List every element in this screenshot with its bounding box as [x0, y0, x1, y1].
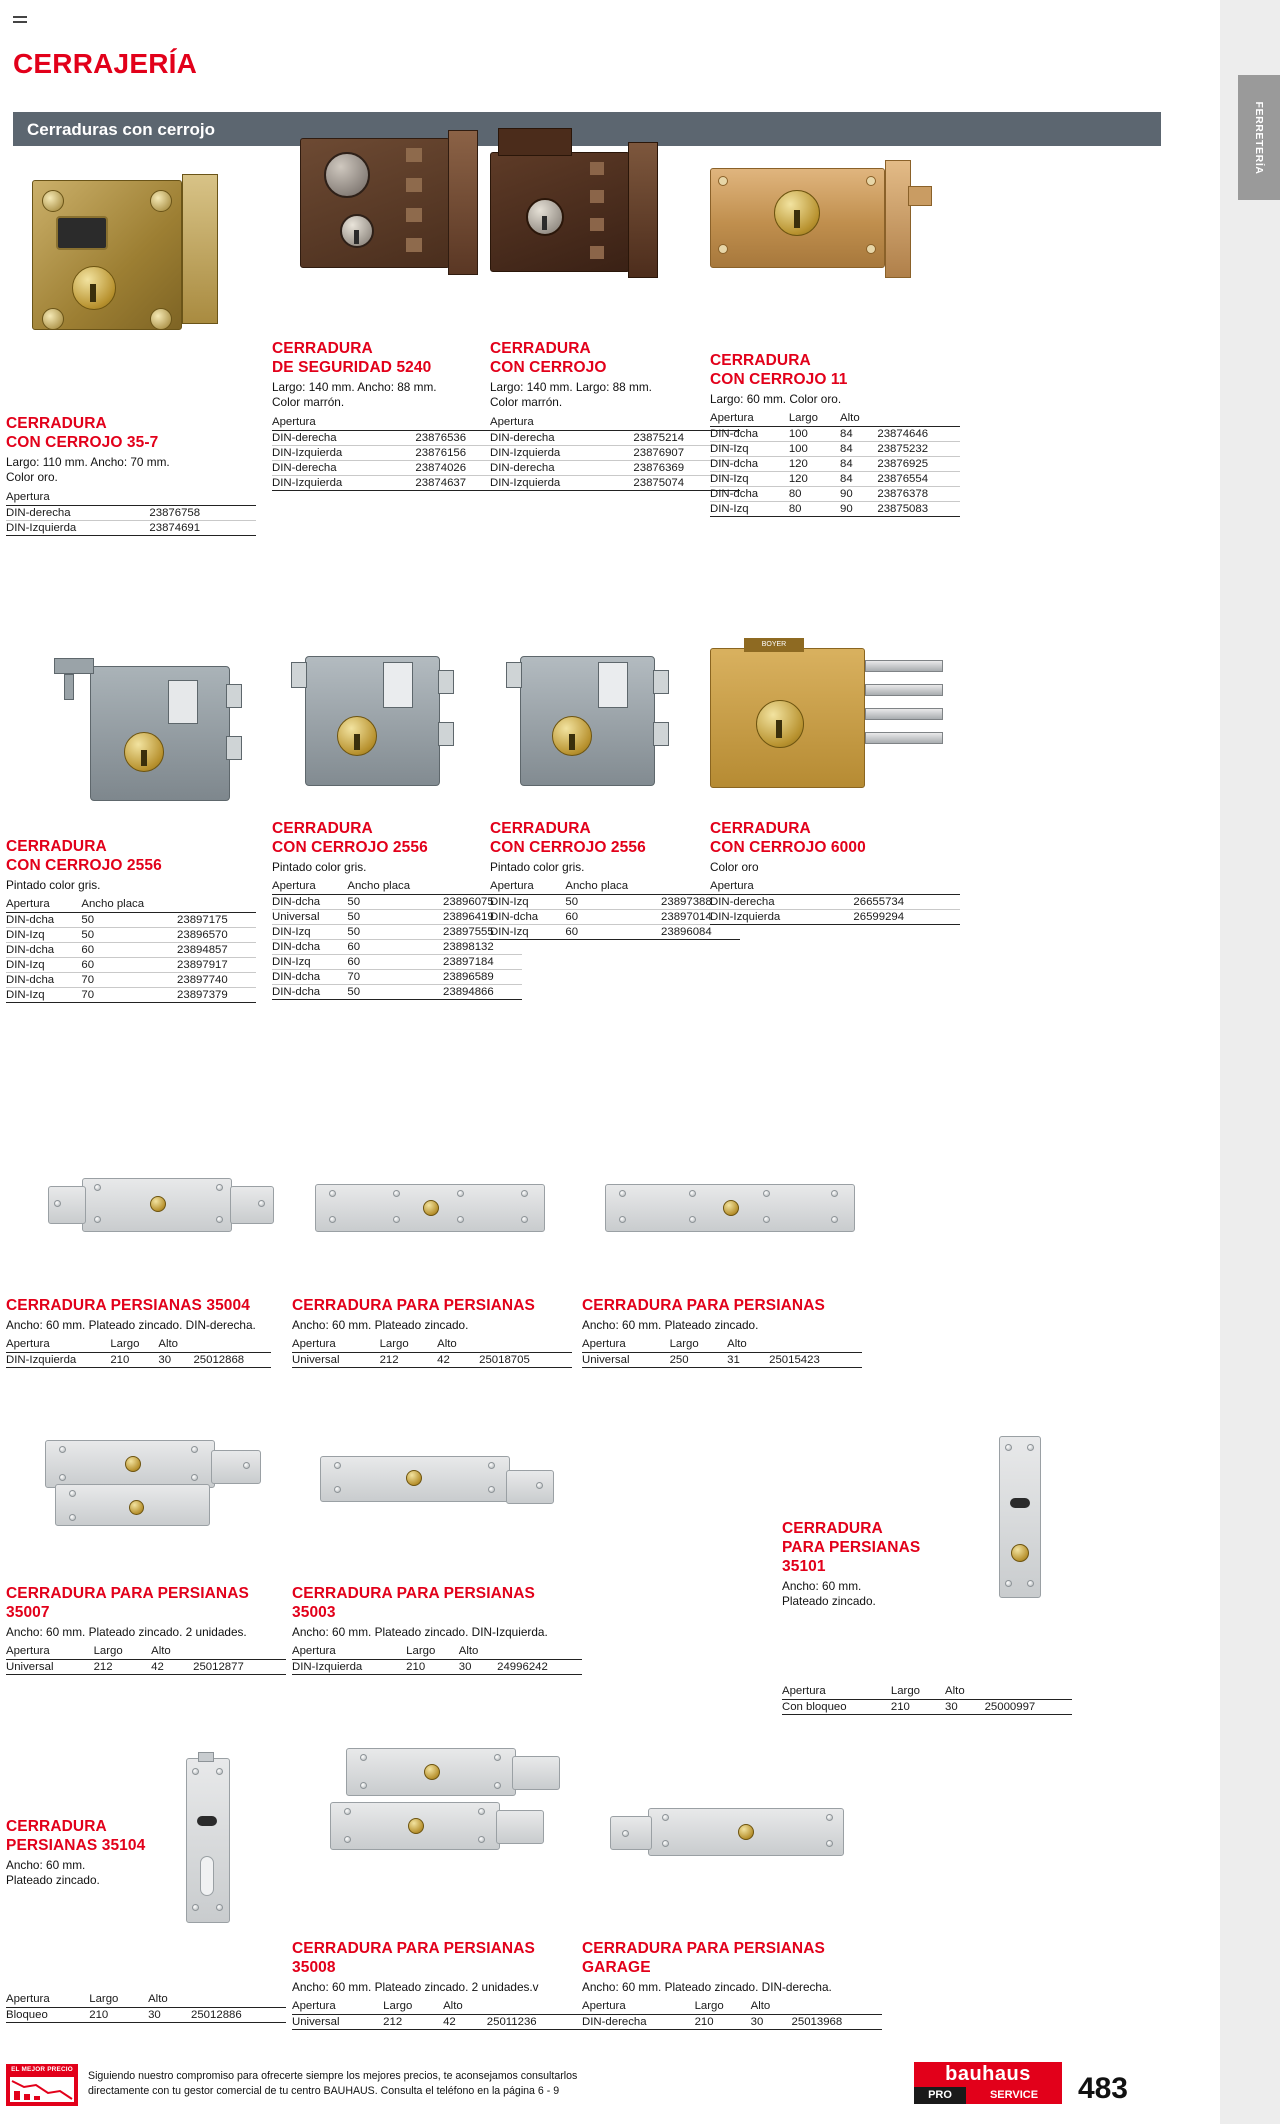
- product-title: CERRADURA CON CERROJO: [490, 340, 607, 376]
- table-row: DIN-Izquierda 23876907: [490, 445, 740, 460]
- product-image-cerradura-para-persianas-35003: [310, 1448, 560, 1528]
- product-spec-table: Apertura Ancho placa DIN-dcha 50 23896075 Universal 50 23896419 DIN-Izq 50 23897555 DIN-dcha 60 23898132 DIN-Izq 60 23897184 DIN-dcha 70 23896589 DIN-dcha 50 23894866: [272, 879, 522, 1000]
- product-spec-cerradura-para-persianas-35101: [782, 1680, 1072, 1715]
- product-title: CERRADURA PARA PERSIANAS 35008: [292, 1940, 535, 1976]
- product-cerradura-para-persianas-212: [292, 1297, 572, 1368]
- product-image-cerradura-con-cerrojo-2556-a: [40, 640, 250, 820]
- product-description: Ancho: 60 mm. Plateado zincado. DIN-derecha.: [582, 1979, 832, 1994]
- footer-note: Siguiendo nuestro compromiso para ofrecerte siempre los mejores precios, te aconsejamos consultarlos directamente con tu gestor comercial de tu centro BAUHAUS. Consulta el teléfono en la página 6 - 9: [88, 2070, 578, 2097]
- table-row: DIN-dcha 50 23896075: [272, 895, 522, 910]
- product-title: CERRADURA PARA PERSIANAS: [582, 1297, 825, 1314]
- product-description: Pintado color gris.: [6, 877, 101, 892]
- product-image-cerradura-con-cerrojo-6000: BOYER: [700, 630, 960, 810]
- product-cerradura-para-persianas-35007: [6, 1585, 286, 1675]
- product-description: Ancho: 60 mm. Plateado zincado. 2 unidades.v: [292, 1979, 539, 1994]
- product-title: CERRADURA PARA PERSIANAS 35101: [782, 1520, 921, 1575]
- product-title: CERRADURA CON CERROJO 6000: [710, 820, 866, 856]
- product-title: CERRADURA CON CERROJO 2556: [490, 820, 646, 856]
- table-row: DIN-Izq 80 90 23875083: [710, 502, 960, 517]
- product-description: Ancho: 60 mm. Plateado zincado. DIN-derecha.: [6, 1317, 256, 1332]
- product-cerradura-para-persianas-35008: [292, 1940, 582, 2030]
- table-row: DIN-dcha 60 23898132: [272, 940, 522, 955]
- table-row: Universal 50 23896419: [272, 910, 522, 925]
- right-margin: [1220, 0, 1280, 2124]
- table-row: DIN-Izquierda 23874637: [272, 475, 522, 490]
- product-title: CERRADURA CON CERROJO 2556: [272, 820, 428, 856]
- table-row: DIN-dcha 120 84 23876925: [710, 457, 960, 472]
- table-row: DIN-Izq 50 23896570: [6, 928, 256, 943]
- table-row: DIN-Izq 50 23897388: [490, 895, 740, 910]
- product-description: Ancho: 60 mm. Plateado zincado.: [292, 1317, 469, 1332]
- table-row: DIN-derecha 23876536: [272, 430, 522, 445]
- product-image-cerradura-para-persianas-garage: [600, 1798, 860, 1883]
- product-description: Color oro: [710, 859, 759, 874]
- product-title: CERRADURA PARA PERSIANAS 35003: [292, 1585, 535, 1621]
- product-cerradura-con-cerrojo-11: [710, 352, 960, 517]
- table-row: Universal 212 42 25011236: [292, 2015, 582, 2030]
- table-row: DIN-Izq 120 84 23876554: [710, 472, 960, 487]
- table-row: DIN-Izq 70 23897379: [6, 988, 256, 1003]
- product-description: Largo: 110 mm. Ancho: 70 mm. Color oro.: [6, 454, 170, 485]
- product-cerradura-con-cerrojo-35-7: [6, 415, 256, 536]
- table-row: DIN-derecha 26655734: [710, 895, 960, 910]
- product-spec-table: Apertura Largo Alto Universal 212 42 25012877: [6, 1644, 286, 1675]
- table-row: DIN-dcha 50 23894866: [272, 985, 522, 1000]
- table-row: DIN-dcha 80 90 23876378: [710, 487, 960, 502]
- product-image-cerradura-para-persianas-35008: [320, 1742, 570, 1877]
- menu-icon[interactable]: [13, 16, 27, 26]
- table-row: DIN-derecha 23874026: [272, 460, 522, 475]
- table-row: DIN-Izquierda 23875074: [490, 475, 740, 490]
- product-image-cerradura-para-persianas-250: [595, 1176, 865, 1246]
- product-spec-table: Apertura Largo Alto DIN-dcha 100 84 23874646 DIN-Izq 100 84 23875232 DIN-dcha 120 84 23876925 DIN-Izq 120 84 23876554 DIN-dcha 80 90 23876378 DIN-Izq 80 90 23875083: [710, 411, 960, 517]
- product-spec-table: Apertura Largo Alto Con bloqueo 210 30 25000997: [782, 1684, 1072, 1715]
- product-cerradura-persianas-35104: [6, 1818, 206, 1889]
- page-number: 483: [1077, 2072, 1128, 2105]
- product-spec-table: Apertura DIN-derecha 23876536 DIN-Izquierda 23876156 DIN-derecha 23874026 DIN-Izquierda 23874637: [272, 415, 522, 491]
- product-description: Ancho: 60 mm. Plateado zincado. DIN-Izquierda.: [292, 1624, 548, 1639]
- table-row: Con bloqueo 210 30 25000997: [782, 1700, 1072, 1715]
- product-cerradura-persianas-35004: [6, 1297, 271, 1368]
- section-tab-label: FERRETERÍA: [1253, 100, 1265, 175]
- product-description: Pintado color gris.: [272, 859, 367, 874]
- table-row: DIN-dcha 60 23897014: [490, 910, 740, 925]
- section-header-label: Cerraduras con cerrojo: [27, 120, 216, 139]
- product-title: CERRADURA PARA PERSIANAS: [292, 1297, 535, 1314]
- product-cerradura-con-cerrojo-marron: [490, 340, 740, 491]
- product-spec-cerradura-persianas-35104: [6, 1988, 286, 2023]
- table-row: DIN-dcha 50 23897175: [6, 913, 256, 928]
- product-spec-table: Apertura Largo Alto Bloqueo 210 30 25012886: [6, 1992, 286, 2023]
- product-cerradura-para-persianas-35101: [782, 1520, 982, 1610]
- table-row: DIN-Izq 60 23897917: [6, 958, 256, 973]
- table-row: DIN-dcha 100 84 23874646: [710, 427, 960, 442]
- table-row: DIN-Izq 50 23897555: [272, 925, 522, 940]
- product-spec-table: Apertura Largo Alto Universal 212 42 25018705: [292, 1337, 572, 1368]
- page-title: CERRAJERÍA: [13, 48, 198, 79]
- product-spec-table: Apertura Ancho placa DIN-Izq 50 23897388 DIN-dcha 60 23897014 DIN-Izq 60 23896084: [490, 879, 740, 940]
- product-cerradura-para-persianas-35003: [292, 1585, 582, 1675]
- product-image-cerradura-con-cerrojo-11: [710, 160, 960, 285]
- product-description: Ancho: 60 mm. Plateado zincado. 2 unidades.: [6, 1624, 247, 1639]
- product-cerradura-con-cerrojo-2556-c: [490, 820, 740, 940]
- table-row: DIN-derecha 210 30 25013968: [582, 2015, 882, 2030]
- brand-service-label: SERVICE: [966, 2087, 1062, 2104]
- table-row: DIN-derecha 23876369: [490, 460, 740, 475]
- product-description: Largo: 60 mm. Color oro.: [710, 391, 842, 406]
- product-cerradura-de-seguridad-5240: [272, 340, 522, 491]
- product-cerradura-con-cerrojo-2556-a: [6, 838, 256, 1003]
- product-description: Ancho: 60 mm. Plateado zincado.: [6, 1857, 100, 1888]
- product-image-cerradura-para-persianas-212: [305, 1176, 555, 1246]
- product-spec-table: Apertura Largo Alto DIN-Izquierda 210 30 24996242: [292, 1644, 582, 1675]
- product-title: CERRADURA CON CERROJO 35-7: [6, 415, 159, 451]
- product-description: Ancho: 60 mm. Plateado zincado.: [782, 1578, 876, 1609]
- table-row: Universal 212 42 25012877: [6, 1660, 286, 1675]
- product-title: CERRADURA CON CERROJO 11: [710, 352, 848, 388]
- table-row: DIN-Izquierda 210 30 24996242: [292, 1660, 582, 1675]
- product-spec-table: Apertura Largo Alto Universal 250 31 25015423: [582, 1337, 862, 1368]
- product-title: CERRADURA PERSIANAS 35004: [6, 1297, 250, 1314]
- product-image-cerradura-de-seguridad-5240: [300, 130, 520, 275]
- product-title: CERRADURA PERSIANAS 35104: [6, 1818, 146, 1854]
- section-tab-ferreteria[interactable]: [1238, 75, 1280, 200]
- table-row: Universal 250 31 25015423: [582, 1353, 862, 1368]
- table-row: DIN-Izq 100 84 23875232: [710, 442, 960, 457]
- product-spec-table: Apertura Ancho placa DIN-dcha 50 23897175 DIN-Izq 50 23896570 DIN-dcha 60 23894857 DIN-Izq 60 23897917 DIN-dcha 70 23897740 DIN-Izq 70 23897379: [6, 897, 256, 1003]
- product-spec-table: Apertura DIN-derecha 26655734 DIN-Izquierda 26599294: [710, 879, 960, 925]
- table-row: DIN-dcha 60 23894857: [6, 943, 256, 958]
- product-image-cerradura-persianas-35004: [40, 1168, 280, 1250]
- table-row: Bloqueo 210 30 25012886: [6, 2008, 286, 2023]
- product-spec-table: Apertura Largo Alto Universal 212 42 25011236: [292, 1999, 582, 2030]
- product-spec-table: Apertura Largo Alto DIN-Izquierda 210 30 25012868: [6, 1337, 271, 1368]
- table-row: DIN-Izq 60 23897184: [272, 955, 522, 970]
- table-row: DIN-dcha 70 23896589: [272, 970, 522, 985]
- product-cerradura-para-persianas-garage: [582, 1940, 882, 2030]
- table-row: DIN-derecha 23875214: [490, 430, 740, 445]
- product-image-cerradura-con-cerrojo-35-7: [20, 168, 240, 358]
- table-row: DIN-Izquierda 26599294: [710, 910, 960, 925]
- table-row: DIN-dcha 70 23897740: [6, 973, 256, 988]
- table-row: DIN-Izquierda 210 30 25012868: [6, 1353, 271, 1368]
- table-row: Universal 212 42 25018705: [292, 1353, 572, 1368]
- brand-logo: [914, 2062, 1062, 2104]
- brand-name: bauhaus: [914, 2062, 1062, 2087]
- product-title: CERRADURA CON CERROJO 2556: [6, 838, 162, 874]
- product-spec-table: Apertura Largo Alto DIN-derecha 210 30 25013968: [582, 1999, 882, 2030]
- product-title: CERRADURA PARA PERSIANAS GARAGE: [582, 1940, 825, 1976]
- product-image-cerradura-con-cerrojo-2556-b: [275, 632, 475, 807]
- product-description: Largo: 140 mm. Ancho: 88 mm. Color marrón.: [272, 379, 437, 410]
- brand-pro-label: PRO: [914, 2087, 966, 2104]
- product-spec-table: Apertura DIN-derecha 23876758 DIN-Izquierda 23874691: [6, 490, 256, 536]
- product-image-cerradura-con-cerrojo-2556-c: [490, 632, 690, 807]
- product-description: Largo: 140 mm. Largo: 88 mm. Color marrón.: [490, 379, 652, 410]
- product-cerradura-para-persianas-250: [582, 1297, 862, 1368]
- best-price-graph-icon: [10, 2077, 74, 2102]
- table-row: DIN-derecha 23876758: [6, 505, 256, 520]
- product-title: CERRADURA DE SEGURIDAD 5240: [272, 340, 432, 376]
- product-description: Ancho: 60 mm. Plateado zincado.: [582, 1317, 759, 1332]
- product-description: Pintado color gris.: [490, 859, 585, 874]
- best-price-label: EL MEJOR PRECIO: [11, 2066, 73, 2073]
- product-cerradura-con-cerrojo-6000: [710, 820, 960, 925]
- best-price-badge: [6, 2064, 78, 2106]
- product-image-cerradura-con-cerrojo-marron: [490, 128, 705, 278]
- table-row: DIN-Izq 60 23896084: [490, 925, 740, 940]
- table-row: DIN-Izquierda 23874691: [6, 520, 256, 535]
- product-title: CERRADURA PARA PERSIANAS 35007: [6, 1585, 249, 1621]
- product-spec-table: Apertura DIN-derecha 23875214 DIN-Izquierda 23876907 DIN-derecha 23876369 DIN-Izquierda 23875074: [490, 415, 740, 491]
- table-row: DIN-Izquierda 23876156: [272, 445, 522, 460]
- product-image-cerradura-para-persianas-35007: [25, 1432, 275, 1532]
- product-cerradura-con-cerrojo-2556-b: [272, 820, 522, 1000]
- product-image-cerradura-para-persianas-35101: [985, 1430, 1055, 1605]
